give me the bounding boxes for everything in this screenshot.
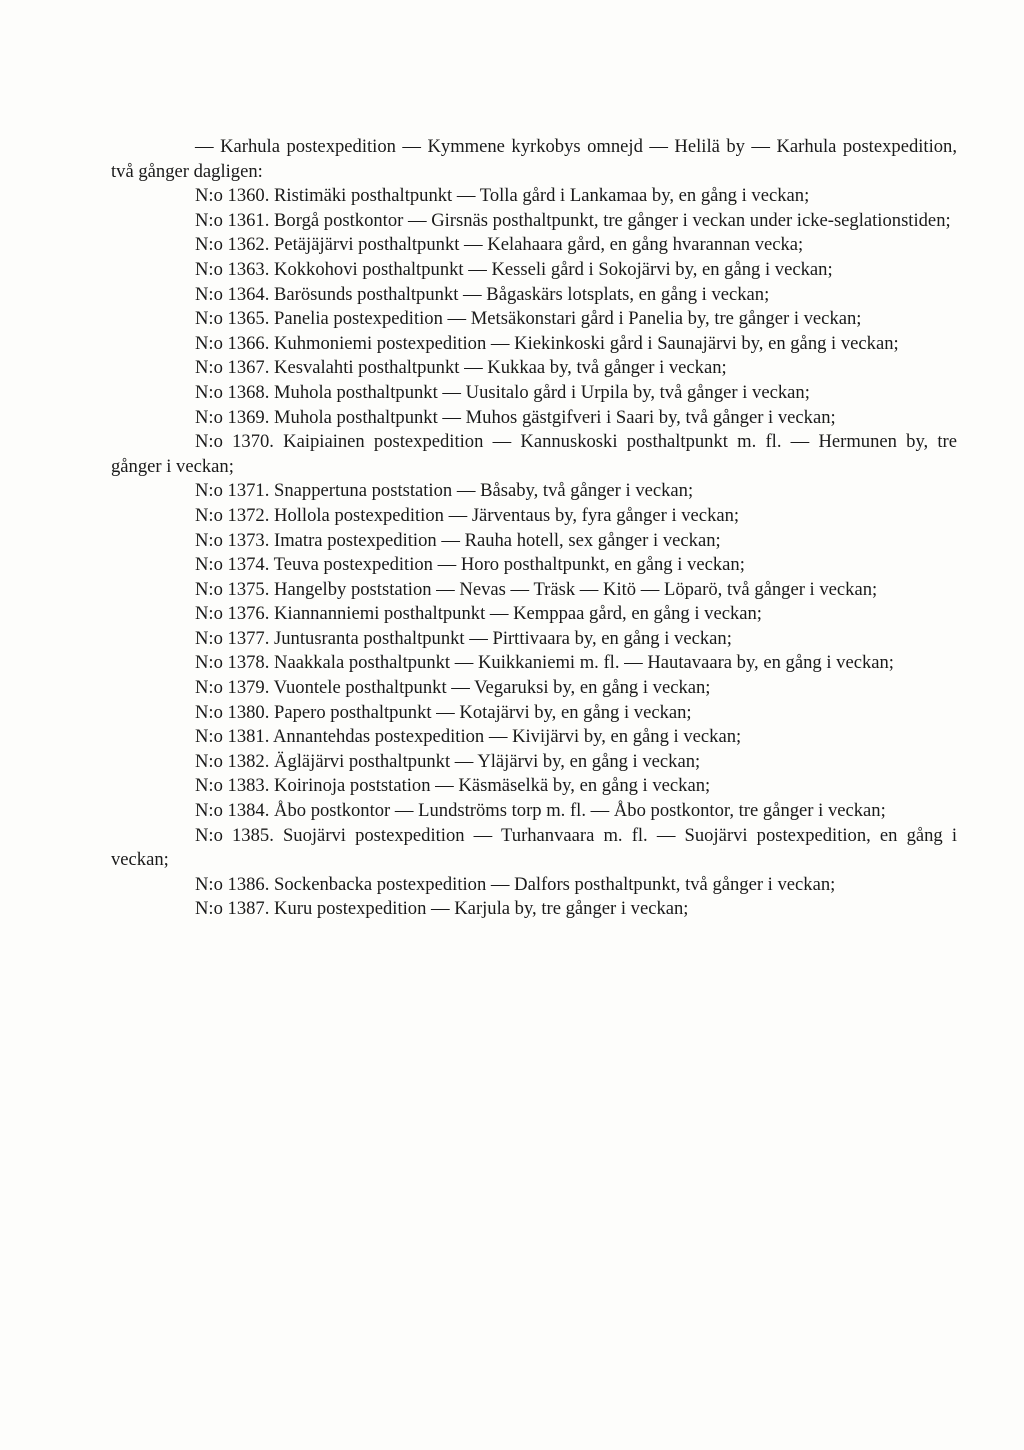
body-text	[111, 135, 957, 922]
entry-1383: N:o 1383. Koirinoja poststation — Käsmäselkä by, en gång i veckan;	[195, 775, 711, 797]
entry-1378: N:o 1378. Naakkala posthaltpunkt — Kuikkaniemi m. fl. — Hautavaara by, en gång i veckan;	[195, 652, 894, 674]
entry-1371: N:o 1371. Snappertuna poststation — Båsaby, två gånger i veckan;	[195, 480, 694, 502]
entry-1367: N:o 1367. Kesvalahti posthaltpunkt — Kukkaa by, två gånger i veckan;	[195, 357, 727, 379]
entry-1380: N:o 1380. Papero posthaltpunkt — Kotajärvi by, en gång i veckan;	[195, 701, 692, 723]
entry-1368: N:o 1368. Muhola posthaltpunkt — Uusitalo gård i Urpila by, två gånger i veckan;	[195, 381, 810, 403]
entry-1384: N:o 1384. Åbo postkontor — Lundströms torp m. fl. — Åbo postkontor, tre gånger i veckan;	[195, 800, 886, 822]
entry-1379: N:o 1379. Vuontele posthaltpunkt — Vegaruksi by, en gång i veckan;	[195, 677, 711, 699]
entry-1365: N:o 1365. Panelia postexpedition — Metsäkonstari gård i Panelia by, tre gånger i veckan;	[195, 308, 862, 330]
entry-intro: — Karhula postexpedition — Kymmene kyrkobys omnejd — Helilä by — Karhula postexpedition, två gånger dagligen:	[111, 136, 957, 182]
entry-1382: N:o 1382. Ägläjärvi posthaltpunkt — Yläjärvi by, en gång i veckan;	[195, 750, 701, 772]
entry-1386: N:o 1386. Sockenbacka postexpedition — Dalfors posthaltpunkt, två gånger i veckan;	[195, 873, 836, 895]
entry-1373: N:o 1373. Imatra postexpedition — Rauha hotell, sex gånger i veckan;	[195, 529, 721, 551]
entry-1385: N:o 1385. Suojärvi postexpedition — Turhanvaara m. fl. — Suojärvi postexpedition, en gång i veckan;	[111, 824, 957, 871]
entry-1361: N:o 1361. Borgå postkontor — Girsnäs posthaltpunkt, tre gånger i veckan under icke-seglationstiden;	[195, 209, 951, 231]
entry-1369: N:o 1369. Muhola posthaltpunkt — Muhos gästgifveri i Saari by, två gånger i veckan;	[195, 406, 836, 428]
entry-1362: N:o 1362. Petäjäjärvi posthaltpunkt — Kelahaara gård, en gång hvarannan vecka;	[195, 234, 804, 256]
entry-1366: N:o 1366. Kuhmoniemi postexpedition — Kiekinkoski gård i Saunajärvi by, en gång i veckan;	[195, 332, 899, 354]
entry-1381: N:o 1381. Annantehdas postexpedition — Kivijärvi by, en gång i veckan;	[195, 726, 742, 748]
entry-1370: N:o 1370. Kaipiainen postexpedition — Kannuskoski posthaltpunkt m. fl. — Hermunen by, tre gånger i veckan;	[111, 431, 957, 477]
entry-1376: N:o 1376. Kiannanniemi posthaltpunkt — Kemppaa gård, en gång i veckan;	[195, 603, 762, 625]
entry-1377: N:o 1377. Juntusranta posthaltpunkt — Pirttivaara by, en gång i veckan;	[195, 627, 732, 649]
entry-1375: N:o 1375. Hangelby poststation — Nevas — Träsk — Kitö — Löparö, två gånger i veckan;	[195, 578, 878, 600]
entry-1363: N:o 1363. Kokkohovi posthaltpunkt — Kesseli gård i Sokojärvi by, en gång i veckan;	[195, 258, 833, 280]
entry-1374: N:o 1374. Teuva postexpedition — Horo posthaltpunkt, en gång i veckan;	[195, 554, 745, 576]
entry-1360: N:o 1360. Ristimäki posthaltpunkt — Tolla gård i Lankamaa by, en gång i veckan;	[195, 185, 810, 207]
entry-1387: N:o 1387. Kuru postexpedition — Karjula by, tre gånger i veckan;	[195, 898, 689, 920]
entry-1364: N:o 1364. Barösunds posthaltpunkt — Bågaskärs lotsplats, en gång i veckan;	[195, 283, 770, 305]
entry-1372: N:o 1372. Hollola postexpedition — Järventaus by, fyra gånger i veckan;	[195, 504, 740, 526]
